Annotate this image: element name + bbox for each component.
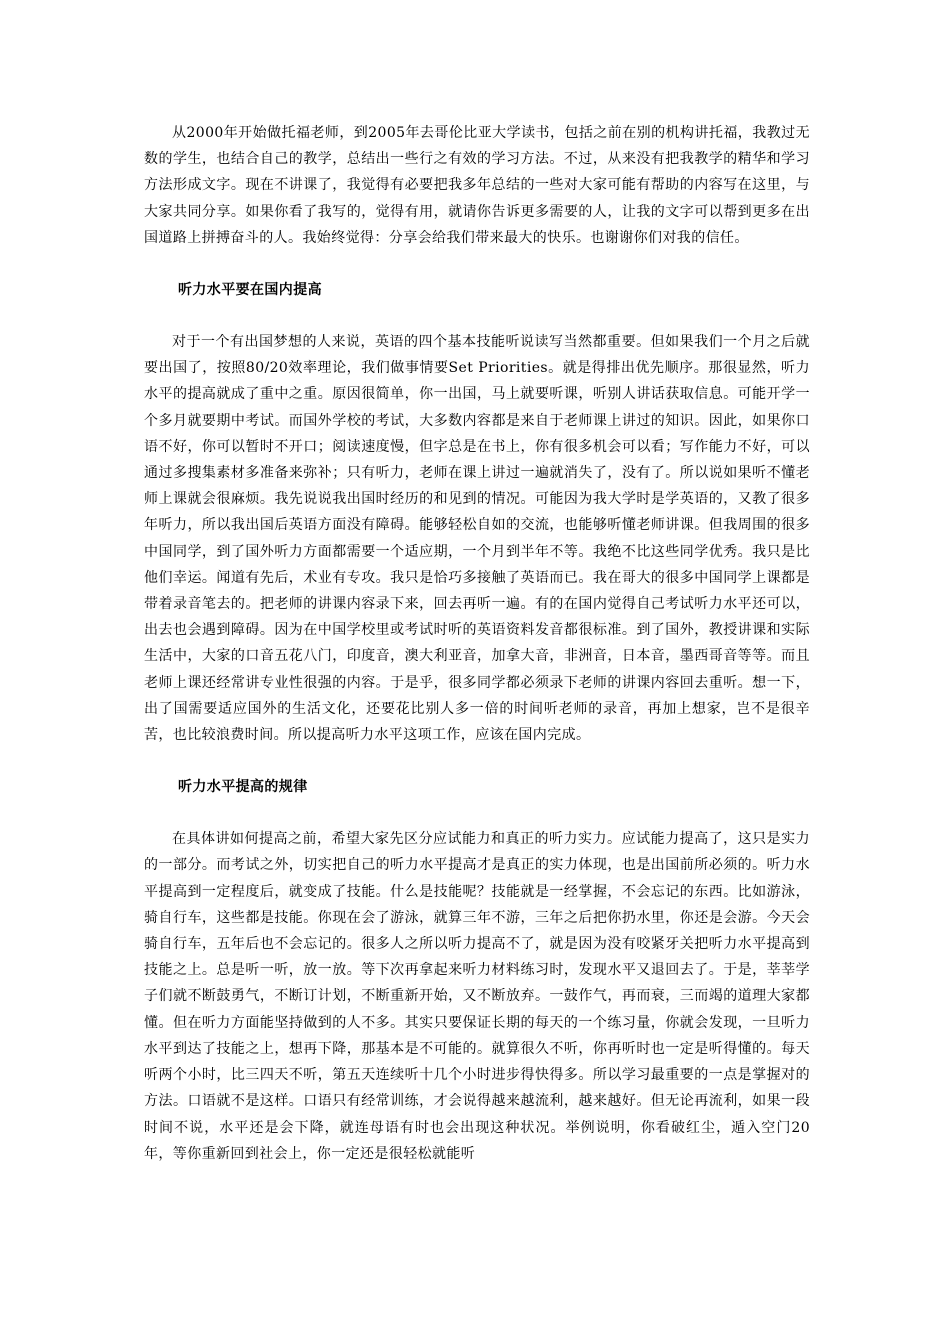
section-heading-listening-at-home: 听力水平要在国内提高 — [178, 282, 322, 299]
document-page — [144, 120, 810, 1167]
section-body-listening-at-home: 对于一个有出国梦想的人来说，英语的四个基本技能听说读写当然都重要。但如果我们一个月之后就要出国了，按照80/20效率理论，我们做事情要Set Priorities。就是得排出优先顺序。那很显然，听力水平的提高就成了重中之重。原因很简单，你一出国，马上就要听课，听别人讲话获取信息。可能开学一个多月就要期中考试。而国外学校的考试，大多数内容都是来自于老师课上讲过的知识。因此，如果你口语不好，你可以暂时不开口；阅读速度慢，但字总是在书上，你有很多机会可以看；写作能力不好，可以通过多搜集素材多准备来弥补；只有听力，老师在课上讲过一遍就消失了，没有了。所以说如果听不懂老师上课就会很麻烦。我先说说我出国时经历的和见到的情况。可能因为我大学时是学英语的，又教了很多年听力，所以我出国后英语方面没有障碍。能够轻松自如的交流，也能够听懂老师讲课。但我周围的很多中国同学，到了国外听力方面都需要一个适应期，一个月到半年不等。我绝不比这些同学优秀。我只是比他们幸运。闻道有先后，术业有专攻。我只是恰巧多接触了英语而已。我在哥大的很多中国同学上课都是带着录音笔去的。把老师的讲课内容录下来，回去再听一遍。有的在国内觉得自己考试听力水平还可以，出去也会遇到障碍。因为在中国学校里或考试时听的英语资料发音都很标准。到了国外，教授讲课和实际生活中，大家的口音五花八门，印度音，澳大利亚音，加拿大音，非洲音，日本音，墨西哥音等等。而且老师上课还经常讲专业性很强的内容。于是乎，很多同学都必须录下老师的讲课内容回去重听。想一下，出了国需要适应国外的生活文化，还要花比别人多一倍的时间听老师的录音，再加上想家，岂不是很辛苦，也比较浪费时间。所以提高听力水平这项工作，应该在国内完成。 — [144, 334, 810, 744]
section-body-listening-rules: 在具体讲如何提高之前，希望大家先区分应试能力和真正的听力实力。应试能力提高了，这只是实力的一部分。而考试之外，切实把自己的听力水平提高才是真正的实力体现，也是出国前所必须的。听力水平提高到一定程度后，就变成了技能。什么是技能呢？技能就是一经掌握，不会忘记的东西。比如游泳，骑自行车，这些都是技能。你现在会了游泳，就算三年不游，三年之后把你扔水里，你还是会游。今天会骑自行车，五年后也不会忘记的。很多人之所以听力提高不了，就是因为没有咬紧牙关把听力水平提高到技能之上。总是听一听，放一放。等下次再拿起来听力材料练习时，发现水平又退回去了。于是，莘莘学子们就不断鼓勇气，不断订计划，不断重新开始，又不断放弃。一鼓作气，再而衰，三而竭的道理大家都懂。但在听力方面能坚持做到的人不多。其实只要保证长期的每天的一个练习量，你就会发现，一旦听力水平到达了技能之上，想再下降，那基本是不可能的。就算很久不听，你再听时也一定是听得懂的。每天听两个小时，比三四天不听，第五天连续听十几个小时进步得快得多。所以学习最重要的一点是掌握对的方法。口语就不是这样。口语只有经常训练，才会说得越来越流利，越来越好。但无论再流利，如果一段时间不说，水平还是会下降，就连母语有时也会出现这种状况。举例说明，你看破红尘，遁入空门20年，等你重新回到社会上，你一定还是很轻松就能听 — [144, 831, 810, 1162]
intro-paragraph: 从2000年开始做托福老师，到2005年去哥伦比亚大学读书，包括之前在别的机构讲托福，我教过无数的学生，也结合自己的教学，总结出一些行之有效的学习方法。不过，从来没有把我教学的精华和学习方法形成文字。现在不讲课了，我觉得有必要把我多年总结的一些对大家可能有帮助的内容写在这里，与大家共同分享。如果你看了我写的，觉得有用，就请你告诉更多需要的人，让我的文字可以帮到更多在出国道路上拼搏奋斗的人。我始终觉得：分享会给我们带来最大的快乐。也谢谢你们对我的信任。 — [144, 125, 810, 246]
section-heading-listening-rules: 听力水平提高的规律 — [178, 779, 308, 796]
